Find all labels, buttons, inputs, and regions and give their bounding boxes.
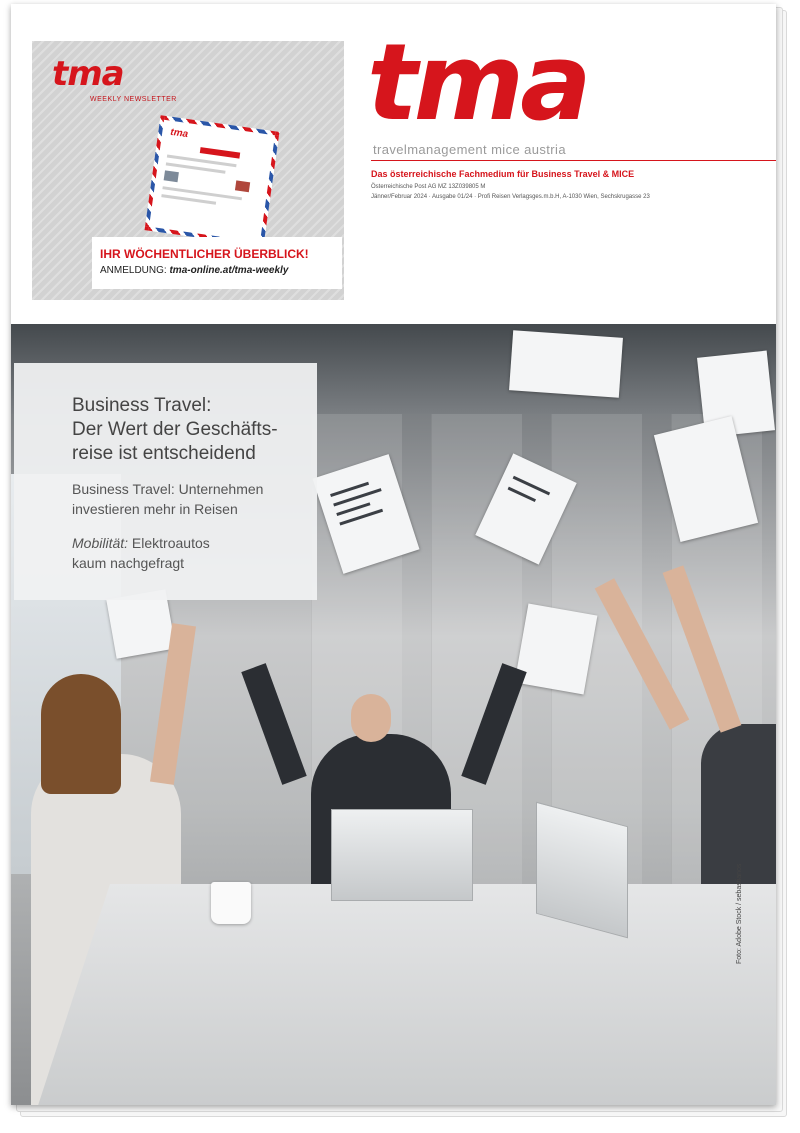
masthead-description: Das österreichische Fachmedium für Business Travel & MICE <box>371 169 635 179</box>
envelope-thumbnail <box>164 170 179 182</box>
envelope-image <box>145 115 280 247</box>
masthead-logo: tma <box>367 21 588 144</box>
coffee-cup <box>211 882 251 924</box>
signup-url-link[interactable]: tma-online.at/tma-weekly <box>169 265 289 276</box>
photo-credit: Foto: Adobe Stock / sebastianos <box>736 863 743 964</box>
envelope-thumbnail <box>235 180 250 192</box>
post-info: Österreichische Post AG MZ 13Z039805 M <box>371 184 486 190</box>
envelope-line <box>161 194 216 205</box>
newsletter-signup-line <box>100 265 288 276</box>
woman-left-hair <box>41 674 121 794</box>
signup-label: ANMELDUNG: <box>100 265 167 276</box>
subheadline-rest: Elektroautos <box>128 535 210 551</box>
man-head <box>351 694 391 742</box>
masthead-divider <box>371 160 776 161</box>
envelope-logo: tma <box>169 126 189 141</box>
issue-info: Jänner/Februar 2024 · Ausgabe 01/24 · Profi Reisen Verlagsges.m.b.H, A-1030 Wien, Sechskrugasse 23 <box>371 194 650 200</box>
newsletter-signup-box[interactable] <box>92 237 342 289</box>
headline-box <box>14 363 317 600</box>
envelope-banner <box>200 147 240 159</box>
subheadline-line: investieren mehr in Reisen <box>72 501 238 517</box>
subheadline-line <box>72 535 210 551</box>
newsletter-ad[interactable] <box>32 41 344 300</box>
man-arm-left <box>241 663 306 785</box>
conference-table <box>32 884 776 1105</box>
subheadline-prefix: Mobilität: <box>72 535 129 551</box>
main-headline-line: Business Travel: <box>72 395 212 416</box>
newsletter-headline: IHR WÖCHENTLICHER ÜBERBLICK! <box>100 247 309 261</box>
newsletter-logo: tma <box>52 54 124 94</box>
magazine-cover <box>11 4 776 1105</box>
laptop <box>331 809 473 901</box>
main-headline-line: reise ist entscheidend <box>72 443 256 464</box>
main-headline-line: Der Wert der Geschäfts- <box>72 419 278 440</box>
subheadline-line: Business Travel: Unternehmen <box>72 481 264 497</box>
flying-paper <box>515 604 598 695</box>
subheadline-line: kaum nachgefragt <box>72 555 185 571</box>
masthead-tagline: travelmanagement mice austria <box>373 142 566 157</box>
newsletter-subtitle: WEEKLY NEWSLETTER <box>90 96 177 103</box>
paper-line <box>508 487 536 502</box>
flying-paper <box>509 330 623 398</box>
